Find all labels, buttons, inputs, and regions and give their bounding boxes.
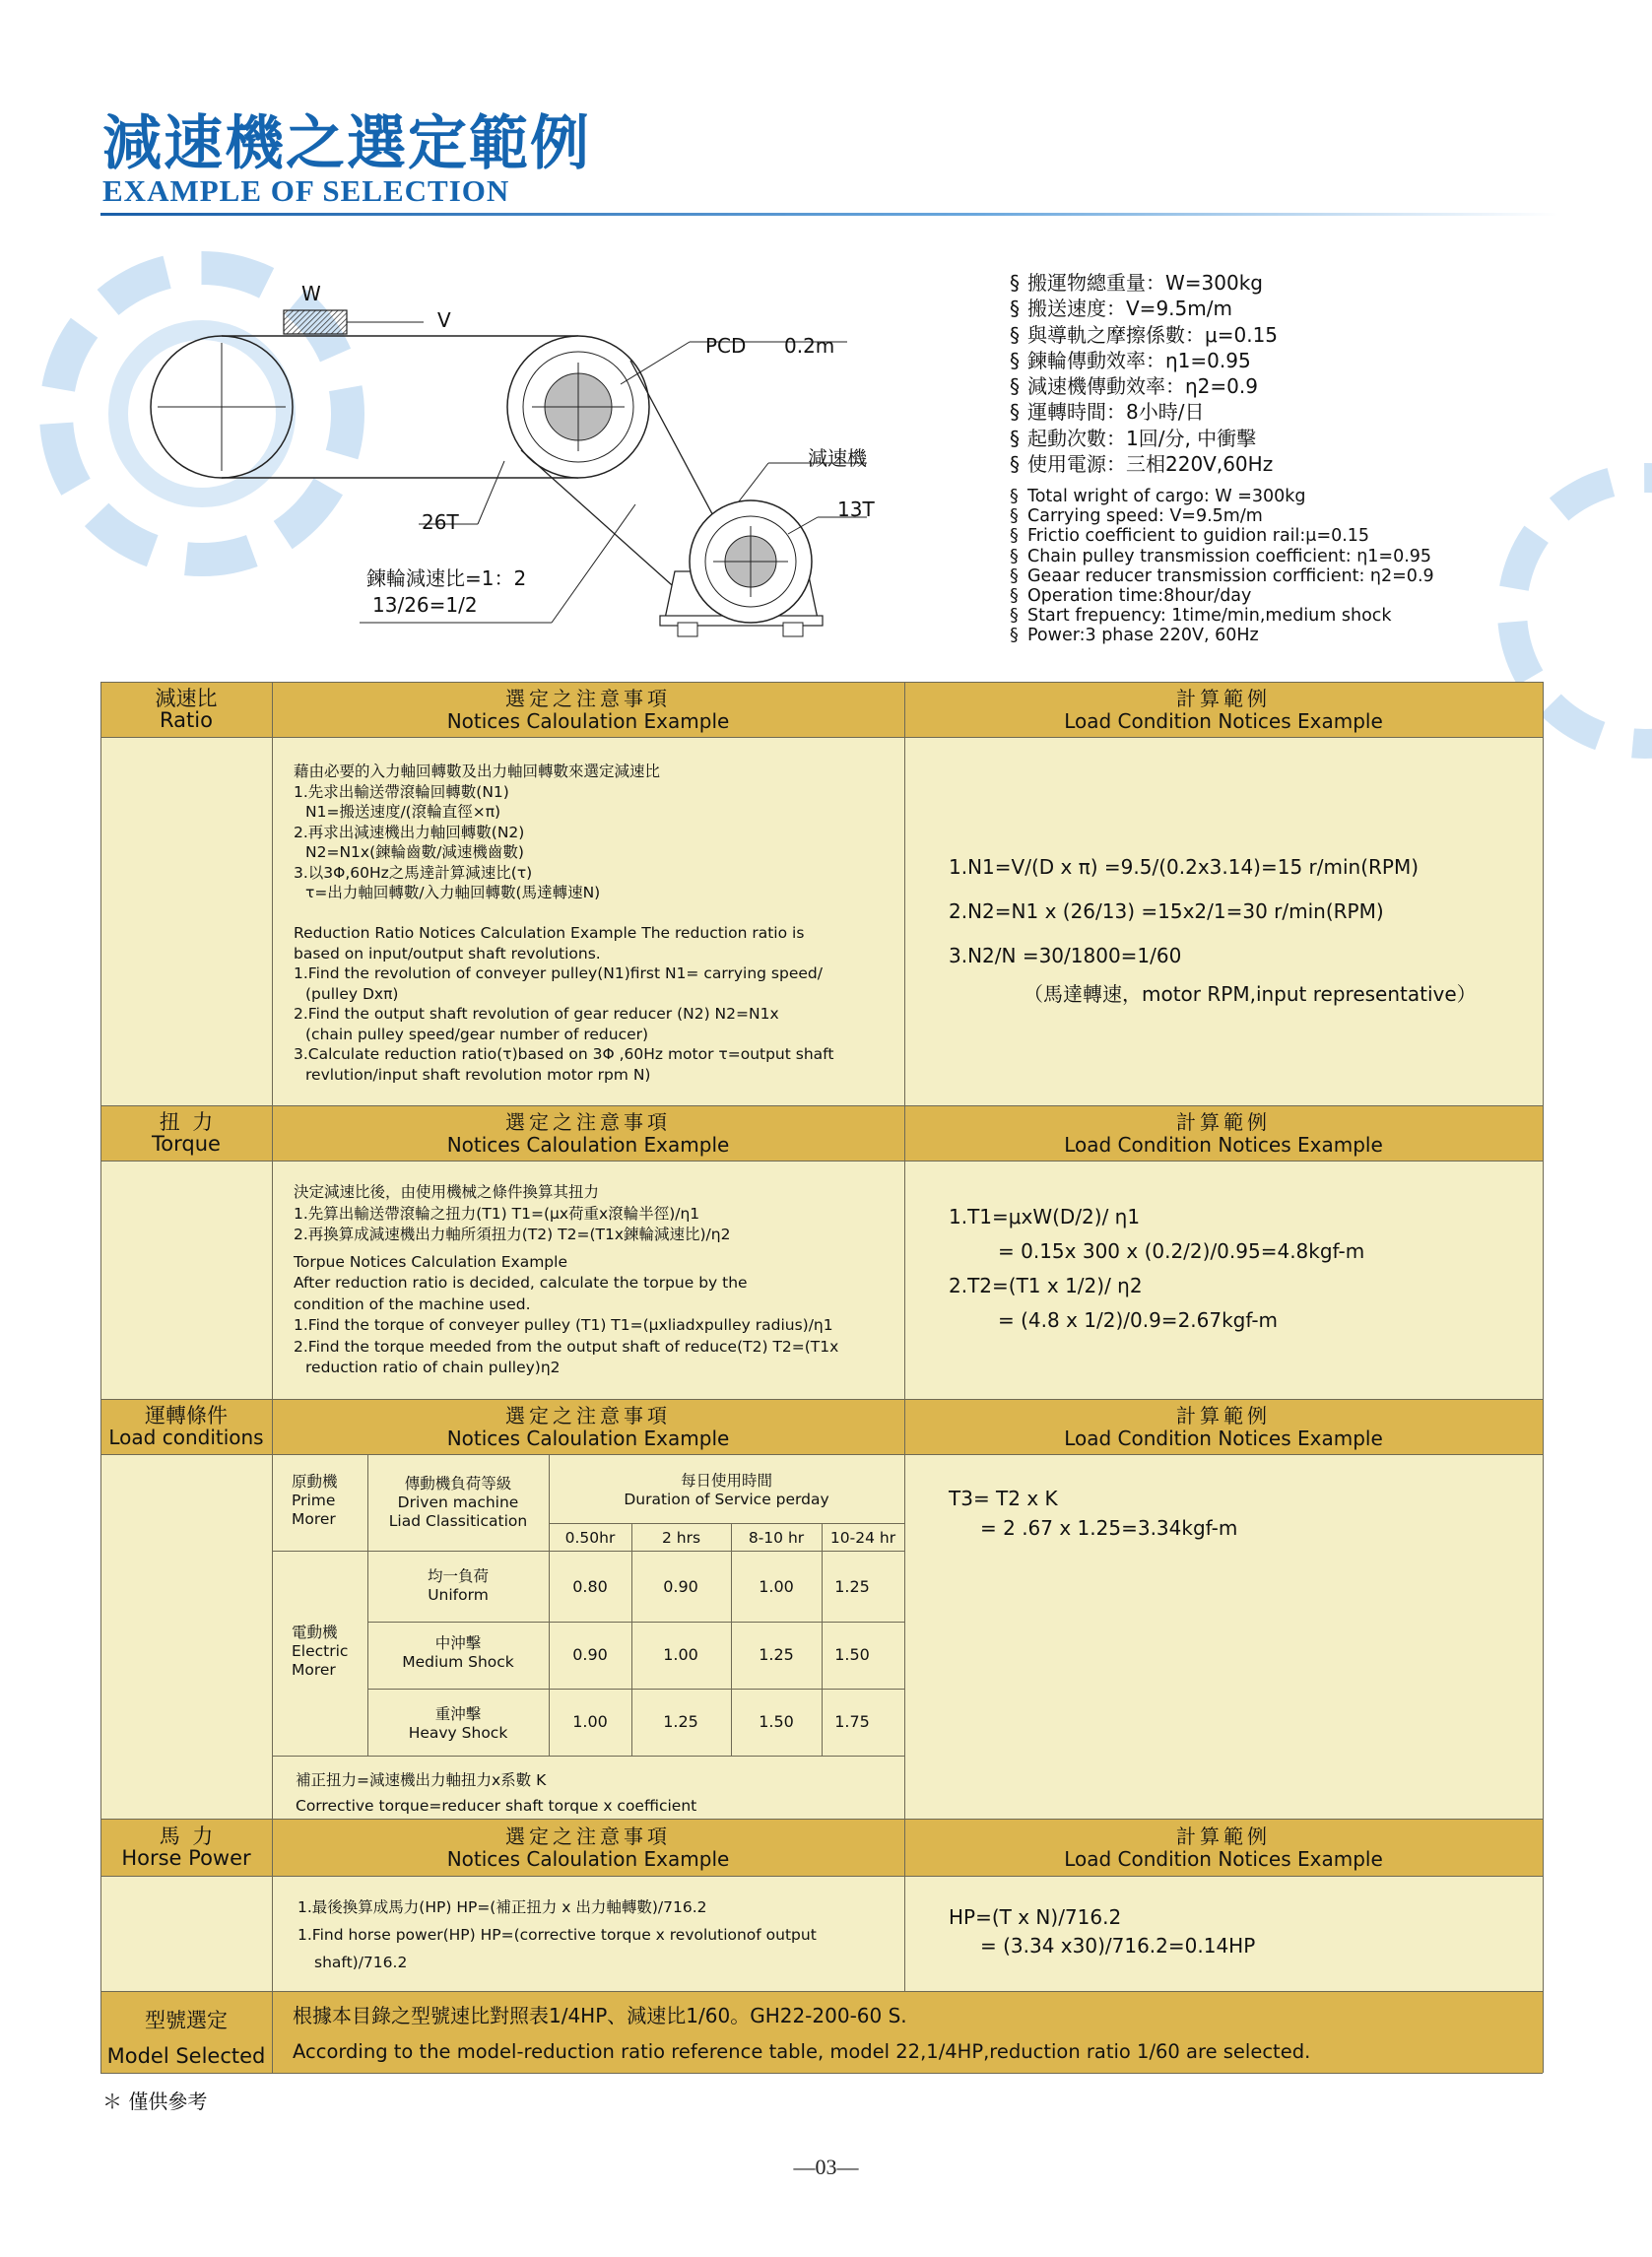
load-calc: T3= T2 x K = 2 .67 x 1.25=3.34kgf-m [949, 1487, 1238, 1540]
load-class-uniform: 均一負荷 Uniform [427, 1567, 489, 1604]
spec-item: § Geaar reducer transmission corfficient: η2=0.9 [1010, 565, 1434, 586]
torque-notices-header: 選定之注意事項 Notices Caloulation Example [446, 1110, 730, 1157]
spec-item: § Chain pulley transmission coefficient: η1=0.95 [1010, 546, 1432, 566]
table-cell: 1.00 [759, 1577, 794, 1596]
spec-item: § 減速機傳動效率：η2=0.9 [1010, 374, 1258, 399]
spec-list-en [1010, 487, 1434, 646]
spec-item: § Power:3 phase 220V, 60Hz [1010, 626, 1259, 646]
label-13t: 13T [837, 498, 875, 521]
cargo-box [284, 310, 347, 334]
ratio-section-name: 減速比 Ratio [155, 687, 218, 732]
spec-item: § Carrying speed: V=9.5m/m [1010, 506, 1263, 527]
spec-item: § 起動次數：1回/分, 中衝擊 [1010, 426, 1257, 450]
label-w: W [301, 282, 321, 305]
ratio-notes-cn: 藉由必要的入力軸回轉數及出力軸回轉數來選定減速比 1.先求出輸送帶滾輪回轉數(N1) N1=搬送速度/(滾輪直徑×π) 2.再求出減速機出力軸回轉數(N2) N2=N1x(鍊輪齒數/減速機齒數) 3.以3Φ,60Hz之馬達計算減速比(τ) τ=出力軸回轉數/入力軸回轉數(馬達轉速N) [294, 763, 661, 901]
spec-item: § 鍊輪傳動效率：η1=0.95 [1010, 348, 1251, 372]
label-pcd: PCD [705, 334, 747, 358]
load-notes: 補正扭力=減速機出力軸扭力x系數 K Corrective torque=reducer shaft torque x coefficient [296, 1771, 697, 1815]
page-number: —03— [793, 2155, 859, 2179]
torque-notes: 決定減速比後，由使用機械之條件換算其扭力 1.先算出輸送帶滾輪之扭力(T1) T1=(μx荷重x滾輪半徑)/η1 2.再換算成減速機出力軸所須扭力(T2) T2=(T1x鍊輪減速比)/η2 Torpue Notices Calculation Example After reduction ratio is decided, calculate the torpue by the condition of the machine used. 1.Find the torque of conveyer pulley (T1) T1=(μxliadxpulley radius)/η1 2.Find the torque meeded from the output shaft of reduce(T2) T2=(T1x reduction ratio of chain pulley)η2 [294, 1183, 839, 1376]
label-pcd-value: 0.2m [784, 334, 835, 358]
torque-calc-header: 計算範例 Load Condition Notices Example [1064, 1110, 1383, 1157]
table-cell: 1.75 [834, 1712, 870, 1731]
hp-notices-header: 選定之注意事項 Notices Caloulation Example [446, 1825, 730, 1871]
spec-item: § Start frepuency: 1time/min,medium shock [1010, 606, 1392, 627]
model-text-en: According to the model-reduction ratio reference table, model 22,1/4HP,reduction ratio 1/60 are selected. [293, 2040, 1311, 2063]
table-cell: 1.00 [572, 1712, 608, 1731]
spec-item: § Total wright of cargo: W =300kg [1010, 487, 1306, 506]
page-title: 減速機之選定範例 [102, 109, 591, 178]
driven-header: 傳動機負荷等級 Driven machine Liad Classitication [388, 1475, 528, 1530]
duration-header: 每日使用時間 Duration of Service perday [624, 1472, 829, 1508]
table-cell: 0.90 [572, 1645, 608, 1664]
label-26t: 26T [422, 510, 459, 534]
duration-col-3: 8-10 hr [748, 1529, 805, 1547]
spec-item: § 與導軌之摩擦係數：μ=0.15 [1010, 322, 1279, 347]
table-cell: 1.50 [759, 1712, 794, 1731]
duration-col-4: 10-24 hr [829, 1529, 896, 1547]
prime-value: 電動機 Electric Morer [292, 1624, 349, 1679]
duration-col-1: 0.50hr [564, 1529, 616, 1547]
ratio-calc: 1.N1=V/(D x π) =9.5/(0.2x3.14)=15 r/min(RPM) 2.N2=N1 x (26/13) =15x2/1=30 r/min(RPM) 3.N2/N =30/1800=1/60 （馬達轉速，motor RPM,input representative） [949, 855, 1477, 1006]
torque-section-name: 扭力 Torque [152, 1110, 226, 1156]
table-cell: 1.25 [663, 1712, 698, 1731]
load-class-heavy: 重沖擊 Heavy Shock [408, 1705, 508, 1742]
load-calc-header: 計算範例 Load Condition Notices Example [1064, 1404, 1383, 1450]
hp-notes: 1.最後換算成馬力(HP) HP=(補正扭力 x 出力軸轉數)/716.2 1.Find horse power(HP) HP=(corrective torque x revolutionof output shaft)/716.2 [297, 1898, 817, 1971]
duration-col-2: 2 hrs [661, 1529, 701, 1547]
spec-list-cn [1010, 270, 1278, 477]
label-reducer: 減速機 [808, 446, 867, 470]
label-ratio-1: 鍊輪減速比=1：2 [366, 566, 527, 590]
label-ratio-2: 13/26=1/2 [372, 593, 478, 617]
table-cell: 0.90 [663, 1577, 698, 1596]
ratio-notices-header: 選定之注意事項 Notices Caloulation Example [446, 687, 730, 733]
spec-item: § 使用電源：三相220V,60Hz [1010, 452, 1274, 477]
model-section-name: 型號選定 Model Selected [106, 2009, 266, 2068]
table-cell: 0.80 [572, 1577, 608, 1596]
prime-header: 原動機 Prime Morer [292, 1473, 338, 1528]
model-text-cn: 根據本目錄之型號速比對照表1/4HP、減速比1/60。GH22-200-60 S. [293, 2004, 907, 2027]
table-cell: 1.50 [834, 1645, 870, 1664]
table-cell: 1.00 [663, 1645, 698, 1664]
footnote: ＊ 僅供參考 [102, 2090, 208, 2113]
conveyor-diagram [138, 276, 867, 650]
load-section-name: 運轉條件 Load conditions [108, 1404, 264, 1449]
page-subtitle: EXAMPLE OF SELECTION [102, 173, 510, 208]
load-class-medium: 中沖擊 Medium Shock [402, 1634, 514, 1671]
table-cell: 1.25 [759, 1645, 794, 1664]
hp-section-name: 馬力 Horse Power [121, 1825, 251, 1870]
load-notices-header: 選定之注意事項 Notices Caloulation Example [446, 1404, 730, 1450]
ratio-calc-header: 計算範例 Load Condition Notices Example [1064, 687, 1383, 733]
ratio-notes-en: Reduction Ratio Notices Calculation Example The reduction ratio is based on input/output shaft revolutions. 1.Find the revolution of conveyer pulley(N1)first N1= carrying speed/ (pulley Dxπ) 2.Find the output shaft revolution of gear reducer (N2) N2=N1x (chain pulley speed/gear number of reducer) 3.Calculate reduction ratio(τ)based on 3Φ ,60Hz motor τ=output shaft revlution/input shaft revolution motor rpm N) [294, 924, 834, 1084]
torque-calc: 1.T1=μxW(D/2)/ η1 = 0.15x 300 x (0.2/2)/0.95=4.8kgf-m 2.T2=(T1 x 1/2)/ η2 = (4.8 x 1/2)/0.9=2.67kgf-m [949, 1205, 1365, 1332]
table-cell: 1.25 [834, 1577, 870, 1596]
spec-item: § Operation time:8hour/day [1010, 586, 1252, 607]
hp-calc: HP=(T x N)/716.2 = (3.34 x30)/716.2=0.14HP [949, 1905, 1256, 1958]
hp-calc-header: 計算範例 Load Condition Notices Example [1064, 1825, 1383, 1871]
spec-item: § Frictio coefficient to guidion rail:μ=0.15 [1010, 526, 1370, 547]
header-divider [100, 213, 1558, 216]
spec-item: § 運轉時間：8小時/日 [1010, 400, 1205, 425]
spec-item: § 搬運物總重量：W=300kg [1010, 271, 1263, 295]
label-v: V [437, 308, 451, 332]
spec-item: § 搬送速度：V=9.5m/m [1010, 297, 1232, 321]
